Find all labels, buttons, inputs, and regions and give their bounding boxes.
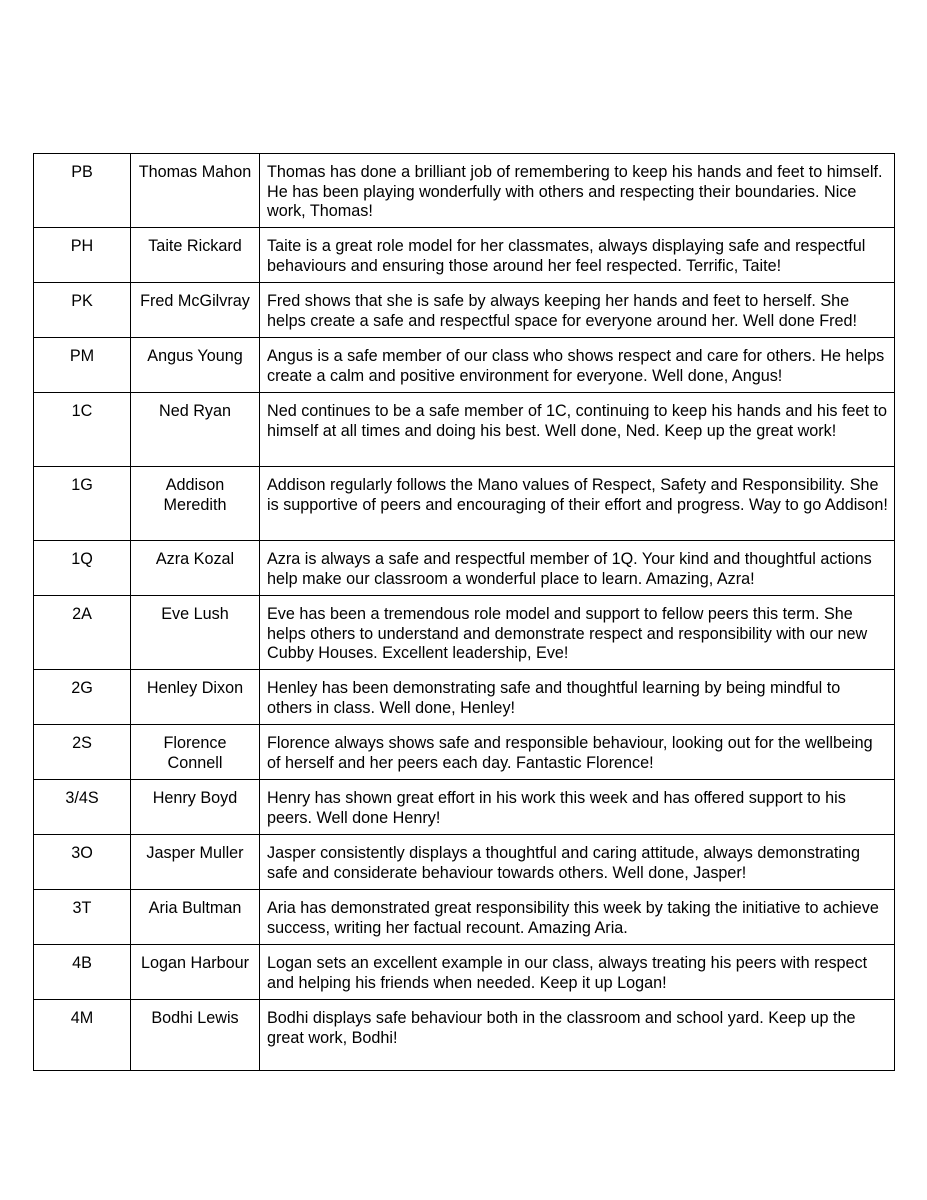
student-name-cell: Eve Lush <box>131 596 260 670</box>
comment-cell: Florence always shows safe and responsible behaviour, looking out for the wellbeing of herself and her peers each day. Fantastic Florence! <box>260 725 895 780</box>
class-cell: 2G <box>34 670 131 725</box>
table-row <box>34 670 895 725</box>
awards-table <box>33 153 895 1071</box>
table-row <box>34 283 895 338</box>
comment-cell: Taite is a great role model for her classmates, always displaying safe and respectful behaviours and ensuring those around her feel respected. Terrific, Taite! <box>260 228 895 283</box>
table-row <box>34 596 895 670</box>
comment-cell: Jasper consistently displays a thoughtful and caring attitude, always demonstrating safe and considerate behaviour towards others. Well done, Jasper! <box>260 835 895 890</box>
comment-cell: Azra is always a safe and respectful member of 1Q. Your kind and thoughtful actions help make our classroom a wonderful place to learn. Amazing, Azra! <box>260 541 895 596</box>
student-name-cell: Azra Kozal <box>131 541 260 596</box>
student-name-cell: Jasper Muller <box>131 835 260 890</box>
class-cell: 4B <box>34 945 131 1000</box>
comment-cell: Henley has been demonstrating safe and thoughtful learning by being mindful to others in class. Well done, Henley! <box>260 670 895 725</box>
class-cell: 1Q <box>34 541 131 596</box>
class-cell: 4M <box>34 1000 131 1071</box>
table-row <box>34 1000 895 1071</box>
student-name-cell: Addison Meredith <box>131 467 260 541</box>
class-cell: 2S <box>34 725 131 780</box>
table-row <box>34 890 895 945</box>
class-cell: PH <box>34 228 131 283</box>
table-row <box>34 467 895 541</box>
comment-cell: Aria has demonstrated great responsibility this week by taking the initiative to achieve success, writing her factual recount. Amazing Aria. <box>260 890 895 945</box>
student-name-cell: Florence Connell <box>131 725 260 780</box>
class-cell: PM <box>34 338 131 393</box>
class-cell: 3O <box>34 835 131 890</box>
comment-cell: Angus is a safe member of our class who shows respect and care for others. He helps create a calm and positive environment for everyone. Well done, Angus! <box>260 338 895 393</box>
class-cell: 1G <box>34 467 131 541</box>
student-name-cell: Bodhi Lewis <box>131 1000 260 1071</box>
table-row <box>34 780 895 835</box>
student-name-cell: Ned Ryan <box>131 393 260 467</box>
class-cell: PB <box>34 154 131 228</box>
student-name-cell: Henry Boyd <box>131 780 260 835</box>
comment-cell: Ned continues to be a safe member of 1C, continuing to keep his hands and his feet to himself at all times and doing his best. Well done, Ned. Keep up the great work! <box>260 393 895 467</box>
comment-cell: Eve has been a tremendous role model and support to fellow peers this term. She helps others to understand and demonstrate respect and responsibility with our new Cubby Houses. Excellent leadership, Eve! <box>260 596 895 670</box>
comment-cell: Logan sets an excellent example in our class, always treating his peers with respect and helping his friends when needed. Keep it up Logan! <box>260 945 895 1000</box>
table-row <box>34 228 895 283</box>
class-cell: 3/4S <box>34 780 131 835</box>
table-row <box>34 338 895 393</box>
class-cell: 1C <box>34 393 131 467</box>
table-row <box>34 945 895 1000</box>
comment-cell: Henry has shown great effort in his work this week and has offered support to his peers. Well done Henry! <box>260 780 895 835</box>
student-name-cell: Aria Bultman <box>131 890 260 945</box>
comment-cell: Thomas has done a brilliant job of remembering to keep his hands and feet to himself. He has been playing wonderfully with others and respecting their boundaries. Nice work, Thomas! <box>260 154 895 228</box>
class-cell: 2A <box>34 596 131 670</box>
table-row <box>34 154 895 228</box>
student-name-cell: Taite Rickard <box>131 228 260 283</box>
student-name-cell: Henley Dixon <box>131 670 260 725</box>
comment-cell: Fred shows that she is safe by always keeping her hands and feet to herself. She helps create a safe and respectful space for everyone around her. Well done Fred! <box>260 283 895 338</box>
class-cell: 3T <box>34 890 131 945</box>
student-name-cell: Logan Harbour <box>131 945 260 1000</box>
table-row <box>34 541 895 596</box>
comment-cell: Bodhi displays safe behaviour both in the classroom and school yard. Keep up the great work, Bodhi! <box>260 1000 895 1071</box>
student-name-cell: Angus Young <box>131 338 260 393</box>
student-name-cell: Fred McGilvray <box>131 283 260 338</box>
class-cell: PK <box>34 283 131 338</box>
table-row <box>34 393 895 467</box>
comment-cell: Addison regularly follows the Mano values of Respect, Safety and Responsibility. She is supportive of peers and encouraging of their effort and progress. Way to go Addison! <box>260 467 895 541</box>
table-row <box>34 835 895 890</box>
student-name-cell: Thomas Mahon <box>131 154 260 228</box>
table-row <box>34 725 895 780</box>
